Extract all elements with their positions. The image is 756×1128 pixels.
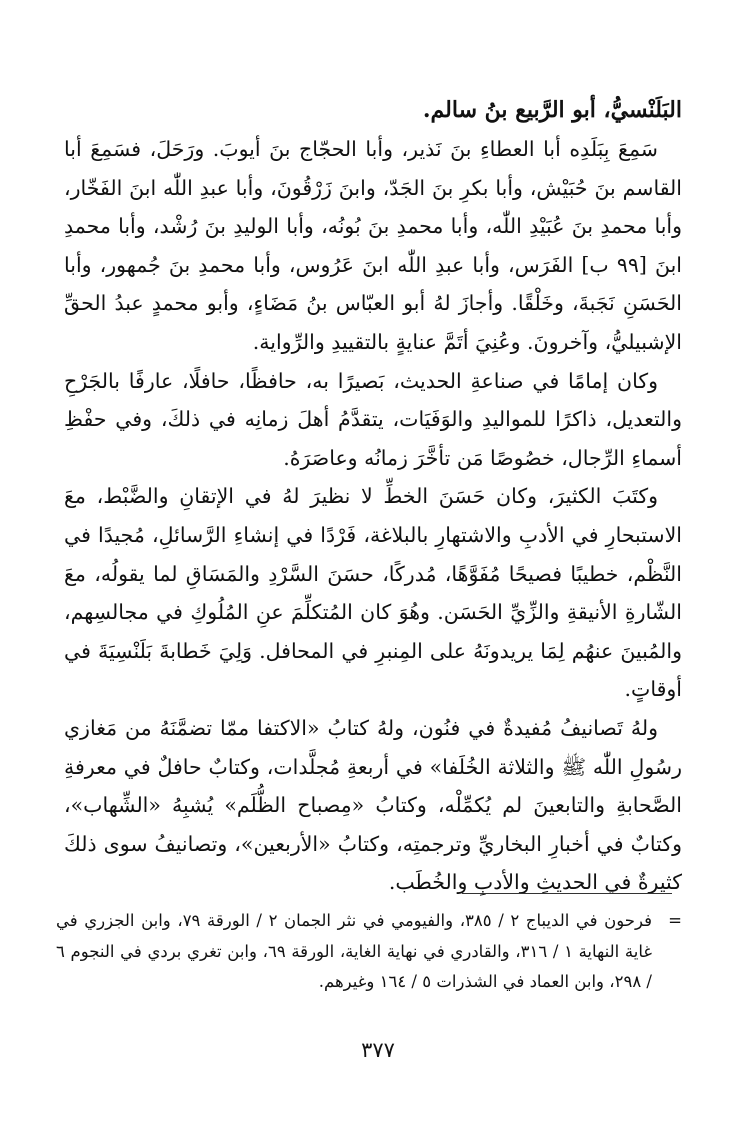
page-number: ٣٧٧: [361, 1038, 395, 1062]
paragraph-teachers: سَمِعَ بِبَلَدِه أبا العطاءِ بنَ نَذير، وأبا الحجّاج بنَ أيوبَ. ورَحَلَ، فسَمِعَ أبا القاسم بنَ حُبَيْش، وأبا بكرِ بنَ الجَدّ، وابنَ زَرْقُونَ، وأبا عبدِ اللّٰه ابنَ الفَخّار، وأبا محمدِ بنَ عُبَيْدِ اللّٰه، وأبا محمدِ بنَ بُونُه، وأبا الوليدِ بنَ رُشْد، وأبا محمدِ ابنَ [٩٩ ب] الفَرَس، وأبا عبدِ اللّٰه ابنَ عَرُوس، وأبا محمدِ بنَ جُمهور، وأبا الحَسَنِ نَجَبةَ، وخَلْقًا. وأجازَ لهُ أبو العبّاس بنُ مَضَاءٍ، وأبو محمدٍ عبدُ الحقِّ الإشبيليُّ، وآخرونَ. وعُنِيَ أتَمَّ عنايةٍ بالتقييدِ والرِّواية.: [64, 137, 682, 354]
entry-heading: البَلَنْسيُّ، أبو الرَّبيع بنُ سالم.: [422, 97, 682, 123]
footnote-continuation-marker: =: [668, 911, 682, 930]
paragraph-writing-eloquence: وكتَبَ الكثيرَ، وكان حَسَنَ الخطِّ لا نظيرَ لهُ في الإتقانِ والضَّبْط، معَ الاستبحارِ في الأدبِ والاشتهارِ بالبلاغة، فَرْدًا في إنشاءِ الرَّسائلِ، مُجيدًا في النَّظْم، خطيبًا فصيحًا مُفَوَّهًا، مُدركًا، حسَنَ السَّرْدِ والمَسَاقِ لما يقولُه، معَ الشّارةِ الأنيقةِ والزِّيِّ الحَسَن. وهُوَ كان المُتكلِّمَ عنِ المُلُوكِ في مجالسِهم، والمُبينَ عنهُم لِمَا يريدونَهُ على المِنبرِ في المحافل. وَلِيَ خَطابةَ بَلَنْسِيَةَ في أوقاتٍ.: [64, 484, 682, 702]
footnote-separator: [462, 893, 672, 894]
footnote-text: فرحون في الديباج ٢ / ٣٨٥، والفيومي في نثر الجمان ٢ / الورقة ٧٩، وابن الجزري في غاية النهاية ١ / ٣١٦، والقادري في نهاية الغاية، الورقة ٦٩، وابن تغري بردي في النجوم ٦ / ٢٩٨، وابن العماد في الشذرات ٥ / ١٦٤ وغيرهم.: [56, 911, 652, 991]
paragraph-hadith-mastery: وكان إمامًا في صناعةِ الحديث، بَصيرًا به، حافظًا، حافلًا، عارفًا بالجَرْحِ والتعديل، ذاكرًا للمواليدِ والوَفَيَات، يتقدَّمُ أهلَ زمانِه في ذلكَ، وفي حفْظِ أسماءِ الرِّجال، خصُوصًا مَن تأخَّرَ زمانُه وعاصَرَهُ.: [64, 368, 682, 470]
main-text-block: [64, 90, 682, 902]
paragraph-works: ولهُ تَصانيفُ مُفيدةٌ في فنُون، ولهُ كتابُ «الاكتفا ممّا تضمَّنَهُ من مَغازي رسُولِ اللّٰه ﷺ والثلاثة الخُلَفا» في أربعةِ مُجلَّدات، وكتابٌ حافلٌ في معرفةِ الصَّحابةِ والتابعينَ لم يُكمِّلْه، وكتابُ «مِصباح الظُّلَم» يُشبِهُ «الشِّهاب»، وكتابٌ في أخبارِ البخاريِّ وترجمتِه، وكتابُ «الأربعين»، وتصانيفُ سوى ذلكَ كثيرةٌ في الحديثِ والأدبِ والخُطَب.: [64, 715, 682, 895]
